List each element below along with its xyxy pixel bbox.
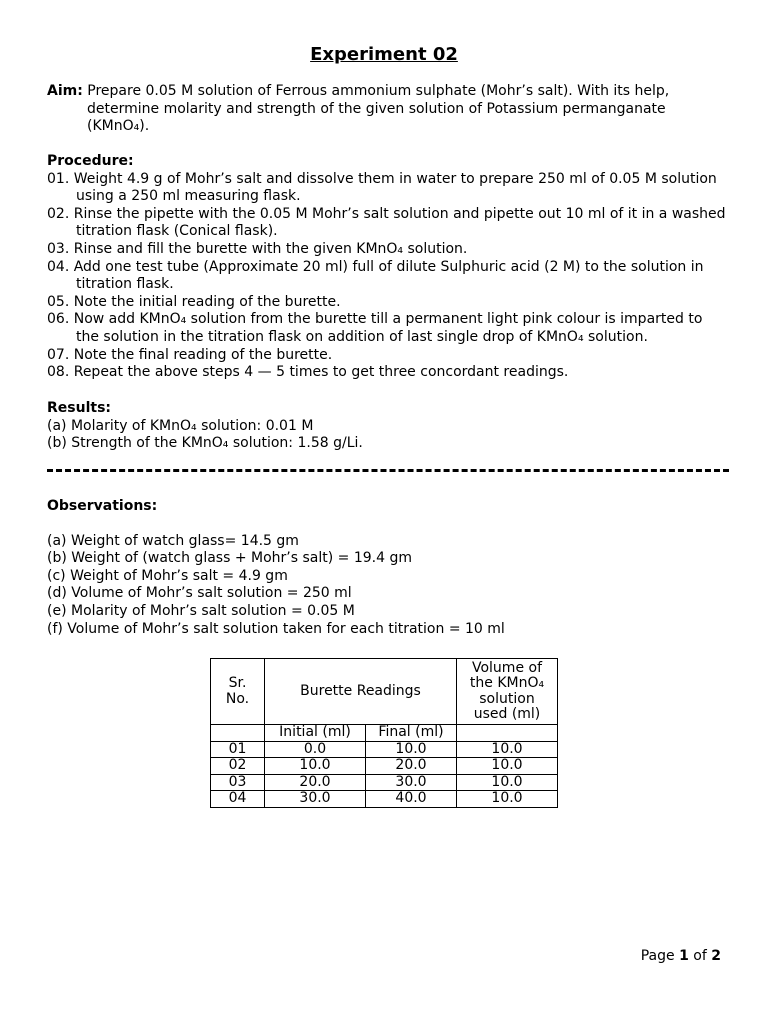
table-row: 03 20.0 30.0 10.0 bbox=[211, 774, 558, 791]
observation-item: (f) Volume of Mohr’s salt solution taken for each titration = 10 ml bbox=[47, 620, 505, 637]
aim-text: Prepare 0.05 M solution of Ferrous ammonium sulphate (Mohr’s salt). With its help, determine molarity and strength of the given solution of Potassium permanganate (KMnO₄). bbox=[87, 83, 670, 135]
procedure-step: 06. Now add KMnO₄ solution from the burette till a permanent light pink colour is imparted to the solution in the titration flask on addition of last single drop of KMnO₄ solution. bbox=[47, 311, 703, 345]
aim-label: Aim: bbox=[47, 83, 83, 99]
header-final: Final (ml) bbox=[366, 725, 457, 742]
observation-item: (e) Molarity of Mohr’s salt solution = 0.05 M bbox=[47, 602, 355, 619]
header-burette-readings: Burette Readings bbox=[265, 659, 457, 725]
results-heading: Results: bbox=[47, 400, 111, 416]
page-title: Experiment 02 bbox=[310, 44, 458, 65]
procedure-section bbox=[47, 153, 727, 382]
header-initial: Initial (ml) bbox=[265, 725, 366, 742]
aim-section bbox=[47, 83, 727, 136]
table-row: 04 30.0 40.0 10.0 bbox=[211, 791, 558, 808]
section-divider bbox=[47, 469, 729, 472]
observations-section bbox=[47, 498, 727, 638]
result-item: (a) Molarity of KMnO₄ solution: 0.01 M bbox=[47, 417, 314, 434]
header-sr-no: Sr. No. bbox=[211, 659, 265, 725]
page-number: Page 1 of 2 bbox=[640, 948, 721, 964]
procedure-heading: Procedure: bbox=[47, 153, 134, 169]
table-row: 01 0.0 10.0 10.0 bbox=[211, 741, 558, 758]
procedure-step: 03. Rinse and fill the burette with the given KMnO₄ solution. bbox=[47, 240, 468, 257]
results-section bbox=[47, 400, 727, 453]
procedure-step: 01. Weight 4.9 g of Mohr’s salt and dissolve them in water to prepare 250 ml of 0.05 M solution using a 250 ml measuring flask. bbox=[47, 170, 717, 205]
procedure-step: 08. Repeat the above steps 4 — 5 times to get three concordant readings. bbox=[47, 364, 569, 381]
burette-readings-table bbox=[210, 658, 558, 808]
procedure-step: 07. Note the final reading of the burette. bbox=[47, 346, 333, 363]
observations-heading: Observations: bbox=[47, 498, 158, 514]
table-row: 02 10.0 20.0 10.0 bbox=[211, 758, 558, 775]
observation-item: (c) Weight of Mohr’s salt = 4.9 gm bbox=[47, 567, 288, 584]
procedure-step: 04. Add one test tube (Approximate 20 ml) full of dilute Sulphuric acid (2 M) to the solution in titration flask. bbox=[47, 258, 704, 293]
result-item: (b) Strength of the KMnO₄ solution: 1.58 g/Li. bbox=[47, 435, 363, 452]
procedure-step: 05. Note the initial reading of the burette. bbox=[47, 293, 341, 310]
procedure-step: 02. Rinse the pipette with the 0.05 M Mohr’s salt solution and pipette out 10 ml of it in a washed titration flask (Conical flask). bbox=[47, 205, 726, 240]
observation-item: (a) Weight of watch glass= 14.5 gm bbox=[47, 532, 299, 549]
observation-item: (b) Weight of (watch glass + Mohr’s salt) = 19.4 gm bbox=[47, 550, 412, 567]
header-volume-used: Volume of the KMnO₄ solution used (ml) bbox=[457, 659, 558, 725]
observation-item: (d) Volume of Mohr’s salt solution = 250 ml bbox=[47, 585, 352, 602]
